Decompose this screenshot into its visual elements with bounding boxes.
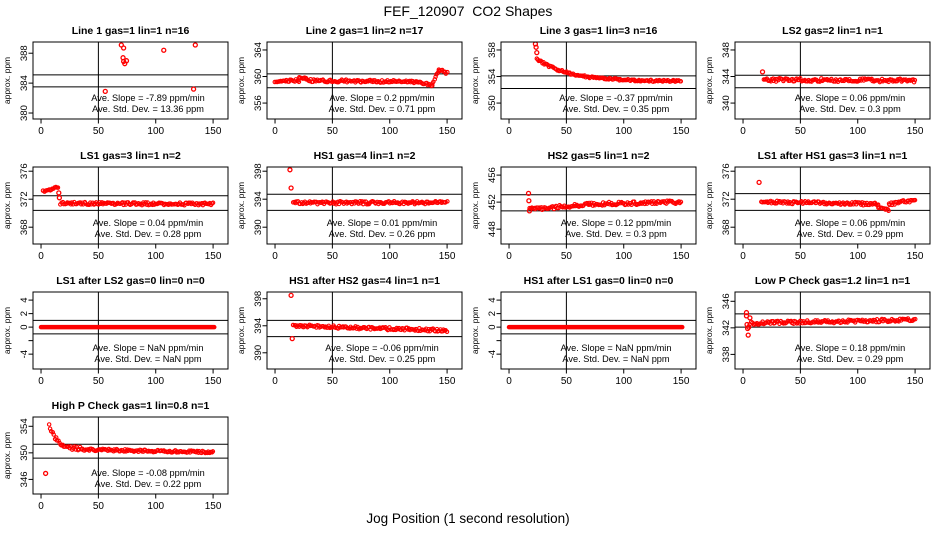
x-tick-label: 100 [849,376,867,387]
y-tick-label: 368 [19,219,30,236]
x-tick-label: 50 [560,126,572,137]
y-axis-label: approx. ppm [470,181,480,230]
slope-annotation: Ave. Slope = 0.06 ppm/min [794,218,906,228]
data-points [744,311,916,338]
stddev-annotation: Ave. Std. Dev. = 13.36 ppm [92,104,204,114]
y-tick-label: 344 [721,68,732,85]
data-points [757,180,917,212]
x-tick-label: 50 [794,251,806,262]
slope-annotation: Ave. Slope = NaN ppm/min [92,343,204,353]
x-tick-label: 100 [849,126,867,137]
x-tick-label: 100 [615,376,633,387]
subplot-9 [0,270,234,395]
y-tick-label: 346 [19,471,30,488]
subplot-13 [0,395,234,520]
y-tick-label: 4 [19,297,30,303]
x-tick-label: 0 [272,126,278,137]
stddev-annotation: Ave. Std. Dev. = 0.29 ppm [796,354,904,364]
subplot-2 [234,20,468,145]
x-tick-label: 0 [38,376,44,387]
x-tick-label: 150 [906,126,924,137]
x-tick-label: 150 [438,126,456,137]
data-points [289,293,449,340]
x-tick-label: 150 [204,126,222,137]
subplot-10 [234,270,468,395]
data-points [533,42,682,83]
y-tick-label: -4 [19,349,30,359]
y-axis-label: approx. ppm [236,181,246,230]
subplot-5 [0,145,234,270]
y-tick-label: 394 [253,317,264,334]
x-tick-label: 150 [204,251,222,262]
y-tick-label: 364 [253,42,264,58]
y-tick-label: 2 [487,310,498,317]
y-tick-label: 368 [721,219,732,236]
y-tick-label: 2 [19,310,30,317]
x-tick-label: 100 [147,251,165,262]
x-tick-label: 100 [381,376,399,387]
x-tick-label: 150 [672,126,690,137]
x-tick-label: 100 [849,251,867,262]
y-tick-label: 388 [19,45,30,62]
page-title: FEF_120907 CO2 Shapes [383,3,553,19]
slope-annotation: Ave. Slope = 0.12 ppm/min [560,218,672,228]
y-tick-label: 390 [253,219,264,236]
subplot-title: Line 3 gas=1 lin=3 n=16 [539,25,658,37]
slope-annotation: Ave. Slope = 0.18 ppm/min [794,343,906,353]
x-tick-label: 0 [740,376,746,387]
y-axis-label: approx. ppm [2,181,12,230]
y-tick-label: 0 [487,324,498,330]
slope-annotation: Ave. Slope = 0.01 ppm/min [326,218,438,228]
x-tick-label: 100 [381,251,399,262]
x-tick-label: 50 [92,251,104,262]
y-tick-label: 360 [253,68,264,85]
x-tick-label: 150 [906,376,924,387]
stddev-annotation: Ave. Std. Dev. = 0.28 ppm [94,229,202,239]
subplot-1 [0,20,234,145]
y-tick-label: 356 [253,95,264,111]
y-tick-label: 338 [721,346,732,363]
x-tick-label: 150 [438,251,456,262]
y-axis-label: approx. ppm [704,181,714,230]
y-axis-label: approx. ppm [704,56,714,105]
subplot-title: HS1 after LS1 gas=0 lin=0 n=0 [523,275,674,287]
y-tick-label: 340 [721,95,732,111]
data-points [288,168,449,206]
y-tick-label: 358 [487,42,498,58]
stddev-annotation: Ave. Std. Dev. = 0.26 ppm [328,229,436,239]
data-points [273,68,449,88]
subplot-12 [702,270,936,395]
y-tick-label: 384 [19,75,30,92]
stddev-annotation: Ave. Std. Dev. = NaN ppm [562,354,670,364]
y-tick-label: 372 [19,191,30,208]
x-tick-label: 50 [326,126,338,137]
stddev-annotation: Ave. Std. Dev. = 0.3 ppm [799,104,901,114]
subplot-title: Low P Check gas=1.2 lin=1 n=1 [754,275,911,287]
subplot-title: Line 1 gas=1 lin=1 n=16 [71,25,190,37]
x-tick-label: 100 [381,126,399,137]
y-tick-label: 0 [19,324,30,330]
x-tick-label: 50 [560,251,572,262]
y-axis-label: approx. ppm [236,56,246,105]
y-tick-label: 354 [487,68,498,85]
x-tick-label: 50 [326,376,338,387]
x-tick-label: 50 [92,501,104,512]
y-axis-label: approx. ppm [470,306,480,355]
x-tick-label: 0 [506,126,512,137]
slope-annotation: Ave. Slope = 0.2 ppm/min [329,93,435,103]
x-tick-label: 0 [740,251,746,262]
y-tick-label: -4 [487,349,498,359]
slope-annotation: Ave. Slope = -0.37 ppm/min [559,93,673,103]
slope-annotation: Ave. Slope = -0.06 ppm/min [325,343,439,353]
y-tick-label: 452 [487,194,498,211]
y-tick-label: 350 [19,444,30,461]
subplot-3 [468,20,702,145]
x-tick-label: 100 [147,376,165,387]
x-tick-label: 50 [794,126,806,137]
subplot-title: LS1 gas=3 lin=1 n=2 [80,150,181,162]
y-tick-label: 376 [721,163,732,180]
stddev-annotation: Ave. Std. Dev. = 0.71 ppm [328,104,436,114]
y-tick-label: 342 [721,319,732,336]
x-tick-label: 0 [272,251,278,262]
subplot-6 [234,145,468,270]
stddev-annotation: Ave. Std. Dev. = NaN ppm [94,354,202,364]
y-tick-label: 380 [19,105,30,121]
x-tick-label: 0 [38,251,44,262]
x-tick-label: 150 [672,251,690,262]
y-tick-label: 398 [253,163,264,180]
x-tick-label: 0 [506,376,512,387]
y-tick-label: 398 [253,290,264,307]
y-tick-label: 354 [19,418,31,435]
x-tick-label: 150 [672,376,690,387]
subplot-title: LS1 after LS2 gas=0 lin=0 n=0 [56,275,205,287]
y-tick-label: 346 [721,293,732,310]
stddev-annotation: Ave. Std. Dev. = 0.35 ppm [562,104,670,114]
y-axis-label: approx. ppm [2,56,12,105]
subplot-7 [468,145,702,270]
x-tick-label: 150 [438,376,456,387]
stddev-annotation: Ave. Std. Dev. = 0.22 ppm [94,479,202,489]
y-tick-label: 348 [721,42,732,58]
slope-annotation: Ave. Slope = 0.06 ppm/min [794,93,906,103]
x-tick-label: 50 [794,376,806,387]
x-tick-label: 100 [615,251,633,262]
slope-annotation: Ave. Slope = NaN ppm/min [560,343,672,353]
subplot-title: HS1 gas=4 lin=1 n=2 [313,150,416,162]
data-points [103,43,197,93]
y-axis-label: approx. ppm [236,306,246,355]
x-tick-label: 100 [147,501,165,512]
stddev-annotation: Ave. Std. Dev. = 0.3 ppm [565,229,667,239]
y-axis-label: approx. ppm [704,306,714,355]
subplot-title: High P Check gas=1 lin=0.8 n=1 [51,400,210,412]
x-tick-label: 0 [740,126,746,137]
x-tick-label: 0 [272,376,278,387]
x-tick-label: 0 [38,126,44,137]
x-tick-label: 50 [560,376,572,387]
stddev-annotation: Ave. Std. Dev. = 0.25 ppm [328,354,436,364]
subplot-8 [702,145,936,270]
x-tick-label: 100 [147,126,165,137]
subplot-4 [702,20,936,145]
data-points [761,70,917,84]
y-axis-label: approx. ppm [2,306,12,355]
x-axis-label: Jog Position (1 second resolution) [366,511,570,526]
subplot-title: Line 2 gas=1 lin=2 n=17 [305,25,424,37]
x-tick-label: 100 [615,126,633,137]
subplot-title: LS1 after HS1 gas=3 lin=1 n=1 [757,150,908,162]
subplot-title: HS2 gas=5 lin=1 n=2 [547,150,650,162]
x-tick-label: 150 [906,251,924,262]
y-tick-label: 4 [487,297,498,303]
y-tick-label: 394 [253,191,264,208]
subplot-title: LS2 gas=2 lin=1 n=1 [782,25,883,37]
x-tick-label: 150 [204,501,222,512]
y-axis-label: approx. ppm [2,431,12,480]
x-tick-label: 50 [92,126,104,137]
x-tick-label: 150 [204,376,222,387]
y-tick-label: 390 [253,344,264,361]
stddev-annotation: Ave. Std. Dev. = 0.29 ppm [796,229,904,239]
x-tick-label: 50 [326,251,338,262]
x-tick-label: 0 [38,501,44,512]
slope-annotation: Ave. Slope = -0.08 ppm/min [91,468,205,478]
y-tick-label: 456 [487,167,498,184]
y-axis-label: approx. ppm [470,56,480,105]
y-tick-label: 372 [721,191,732,208]
slope-annotation: Ave. Slope = -7.89 ppm/min [91,93,205,103]
y-tick-label: 448 [487,221,498,238]
subplot-title: HS1 after HS2 gas=4 lin=1 n=1 [289,275,440,287]
slope-annotation: Ave. Slope = 0.04 ppm/min [92,218,204,228]
x-tick-label: 50 [92,376,104,387]
y-tick-label: 376 [19,163,30,180]
x-tick-label: 0 [506,251,512,262]
y-tick-label: 350 [487,95,498,111]
subplot-11 [468,270,702,395]
